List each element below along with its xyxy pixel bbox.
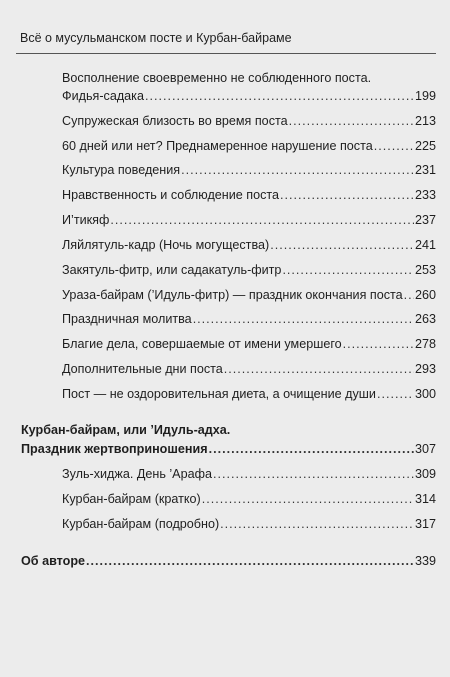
toc-entry[interactable] [62, 88, 436, 104]
dot-leader [224, 361, 414, 377]
toc-section-line1: Курбан-байрам, или ’Идуль-адха. [21, 423, 231, 437]
toc-entry-title: Нравственность и соблюдение поста [62, 188, 280, 202]
dot-leader [145, 88, 414, 104]
toc-entry-page: 233 [414, 188, 436, 202]
dot-leader [209, 441, 414, 457]
toc-about-title: Об авторе [21, 554, 86, 568]
toc-entry-title: 60 дней или нет? Преднамеренное нарушение поста [62, 139, 373, 153]
dot-leader [289, 113, 414, 129]
toc-entry[interactable] [62, 138, 436, 154]
toc-entry-page: 213 [414, 114, 436, 128]
toc-entry-page: 199 [414, 89, 436, 103]
toc-entry-page: 263 [414, 312, 436, 326]
toc-entry[interactable] [62, 262, 436, 278]
dot-leader [213, 466, 414, 482]
toc-entry-page: 237 [414, 213, 436, 227]
toc-about-page: 339 [414, 554, 436, 568]
toc-entry[interactable] [62, 237, 436, 253]
toc-entry-page: 278 [414, 337, 436, 351]
toc-entry[interactable] [62, 491, 436, 507]
toc-entry-page: 260 [414, 288, 436, 302]
toc-entry[interactable] [62, 336, 436, 352]
toc-section-title: Праздник жертвоприношения [21, 442, 208, 456]
toc-entry-page: 293 [414, 362, 436, 376]
toc-entry-title: Ураза-байрам (’Идуль-фитр) — праздник окончания поста [62, 288, 403, 302]
dot-leader [110, 212, 414, 228]
header-divider [16, 53, 436, 54]
toc-entry-page: 300 [414, 387, 436, 401]
toc-entry[interactable] [62, 113, 436, 129]
toc-entry[interactable] [62, 516, 436, 532]
toc-entry-page: 253 [414, 263, 436, 277]
toc-entry[interactable] [62, 212, 436, 228]
dot-leader [280, 187, 414, 203]
toc-entry-line1: Восполнение своевременно не соблюденного поста. [62, 71, 372, 85]
dot-leader [270, 237, 414, 253]
dot-leader [374, 138, 414, 154]
toc-entry-page: 231 [414, 163, 436, 177]
toc-entry-title: Супружеская близость во время поста [62, 114, 288, 128]
toc-entry-title: Благие дела, совершаемые от имени умершего [62, 337, 342, 351]
dot-leader [181, 162, 414, 178]
toc-entry-page: 314 [414, 492, 436, 506]
toc-entry-title: И’тикяф [62, 213, 110, 227]
toc-entry-page: 317 [414, 517, 436, 531]
dot-leader [282, 262, 414, 278]
toc-entry[interactable] [62, 162, 436, 178]
toc-entry-title: Закятуль-фитр, или садакатуль-фитр [62, 263, 282, 277]
toc-entry-title: Фидья-садака [62, 89, 144, 103]
dot-leader [220, 516, 414, 532]
dot-leader [377, 386, 414, 402]
toc-entry[interactable] [62, 361, 436, 377]
toc-entry[interactable] [62, 386, 436, 402]
toc-entry-page: 241 [414, 238, 436, 252]
toc-about-entry[interactable] [21, 553, 436, 569]
toc-section-entry[interactable] [21, 441, 436, 457]
dot-leader [193, 311, 414, 327]
toc-entry-title: Курбан-байрам (кратко) [62, 492, 201, 506]
toc-entry-title: Пост — не оздоровительная диета, а очищение души [62, 387, 376, 401]
toc-entry-page: 309 [414, 467, 436, 481]
toc-entry-title: Курбан-байрам (подробно) [62, 517, 220, 531]
running-header: Всё о мусульманском посте и Курбан-байраме [20, 31, 292, 45]
toc-entry-title: Культура поведения [62, 163, 181, 177]
toc-entry[interactable] [62, 187, 436, 203]
toc-entry[interactable] [62, 311, 436, 327]
toc-entry-title: Праздничная молитва [62, 312, 192, 326]
toc-entry[interactable] [62, 466, 436, 482]
dot-leader [86, 553, 414, 569]
toc-entry[interactable] [62, 287, 436, 303]
dot-leader [404, 287, 414, 303]
dot-leader [202, 491, 414, 507]
toc-entry-title: Дополнительные дни поста [62, 362, 223, 376]
dot-leader [343, 336, 414, 352]
toc-entry-title: Зуль-хиджа. День ’Арафа [62, 467, 212, 481]
toc-section-page: 307 [414, 442, 436, 456]
toc-entry-title: Ляйлятуль-кадр (Ночь могущества) [62, 238, 270, 252]
toc-entry-page: 225 [414, 139, 436, 153]
